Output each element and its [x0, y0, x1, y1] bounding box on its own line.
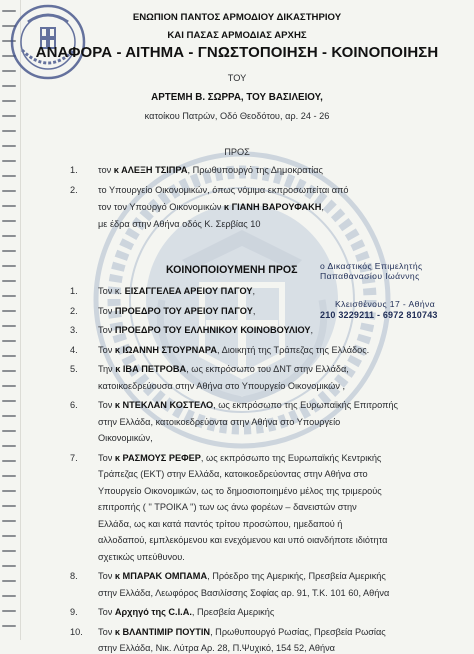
list-item-line: [98, 380, 345, 392]
binding-hole: [2, 310, 16, 312]
list-item-number: 1.: [70, 165, 78, 175]
list-item-line: [98, 432, 153, 444]
list-item-line: [98, 587, 389, 599]
recipient-name: κ ΜΠΑΡΑΚ ΟΜΠΑΜΑ: [114, 571, 208, 581]
binding-hole: [2, 430, 16, 432]
lawyer-stamp-name: Παπαθανασίου Ιωάννης: [320, 271, 420, 281]
binding-hole: [2, 400, 16, 402]
binding-hole: [2, 595, 16, 597]
recipient-text: ,: [321, 202, 324, 212]
list-item-line: [98, 468, 368, 480]
recipient-text: Τον: [98, 400, 115, 410]
list-item-number: 1.: [70, 286, 78, 296]
recipient-text: το Υπουργείο Οικονομικών, όπως νόμιμα εκπροσωπείται από: [98, 185, 349, 195]
list-item-line: [98, 570, 386, 582]
binding-hole: [2, 460, 16, 462]
list-item-number: 2.: [70, 185, 78, 195]
binding-hole: [2, 295, 16, 297]
list-item-number: 5.: [70, 364, 78, 374]
list-item-number: 2.: [70, 305, 78, 316]
list-item-line: [98, 452, 381, 464]
header-authority-line: ΚΑΙ ΠΑΣΑΣ ΑΡΜΟΔΙΑΣ ΑΡΧΗΣ: [167, 30, 307, 41]
recipient-text: τον τον Υπουργό Οικονομικών: [98, 202, 224, 212]
recipient-name: κ ΓΙΑΝΗ ΒΑΡΟΥΦΑΚΗ: [223, 202, 322, 212]
recipient-name: ΠΡΟΕΔΡΟ ΤΟΥ ΕΛΛΗΝΙΚΟΥ ΚΟΙΝΟΒΟΥΛΙΟΥ: [114, 325, 311, 335]
recipient-text: με έδρα στην Αθήνα οδός Κ. Σερβίας 10: [98, 219, 261, 229]
recipient-text: , Διοικητή της Τράπεζας της Ελλάδος.: [217, 344, 370, 355]
list-item-line: [98, 485, 382, 497]
binding-hole: [2, 340, 16, 342]
list-item-line: [98, 218, 260, 230]
binding-hole: [2, 520, 16, 522]
recipient-text: στην Ελλάδα, Λεωφόρος Βασιλίσσης Σοφίας αρ. 91, Τ.Κ. 101 60, Αθήνα: [98, 587, 390, 598]
recipient-name: κ ΙΒΑ ΠΕΤΡΟΒΑ: [115, 364, 187, 374]
binding-hole: [2, 250, 16, 252]
binding-hole: [2, 535, 16, 537]
recipient-text: Τον: [98, 626, 115, 637]
binding-hole: [2, 160, 16, 162]
binding-hole: [2, 85, 16, 87]
list-item-line: [98, 201, 324, 213]
recipient-text: Τον: [98, 344, 115, 355]
list-item-number: 9.: [70, 607, 78, 617]
recipient-text: Τον: [98, 305, 115, 316]
recipient-text: στην Ελλάδα, κατοικοεδρεύοντα στην Αθήνα στο Υπουργείο: [98, 416, 341, 427]
list-item-line: [98, 285, 255, 297]
recipient-text: στην Ελλάδα, Νικ. Λύτρα Αρ. 28, Π.Ψυχικό, 154 52, Αθήνα: [98, 643, 335, 653]
binding-hole: [2, 610, 16, 612]
koinopoioumeni-heading: ΚΟΙΝΟΠΟΙΟΥΜΕΝΗ ΠΡΟΣ: [166, 264, 298, 276]
binding-hole: [2, 490, 16, 492]
recipient-text: Την: [98, 364, 116, 374]
recipient-text: ,: [310, 325, 314, 335]
binding-hole: [2, 130, 16, 132]
recipient-text: Τον: [98, 571, 115, 581]
binding-hole: [2, 475, 16, 477]
recipient-text: τον: [98, 165, 114, 175]
recipient-text: , Πρωθυπουργό της Δημοκρατίας: [187, 165, 323, 175]
recipient-name: κ ΑΛΕΞΗ ΤΣΙΠΡΑ: [113, 165, 188, 175]
recipient-text: αλλοδαπού, εμπλεκόμενου και ενεχόμενου και υπό οιανδήποτε ιδιότητα: [98, 535, 388, 545]
recipient-name: ΕΙΣΑΓΓΕΛΕΑ ΑΡΕΙΟΥ ΠΑΓΟΥ: [124, 286, 253, 296]
binding-hole: [2, 175, 16, 177]
binding-hole: [2, 625, 16, 627]
binding-hole: [2, 265, 16, 267]
list-item-line: [98, 626, 386, 638]
binding-hole: [2, 445, 16, 447]
author-name: ΑΡΤΕΜΗ Β. ΣΩΡΡΑ, ΤΟΥ ΒΑΣΙΛΕΙΟΥ,: [151, 92, 323, 103]
recipient-text: Τον κ.: [98, 286, 125, 296]
list-item-line: [98, 305, 255, 317]
binding-hole: [2, 550, 16, 552]
recipient-name: κ ΒΛΑΝΤΙΜΙΡ ΠΟΥΤΙΝ: [114, 626, 211, 637]
recipient-text: Υπουργείο Οικονομικών, ως το δημοσιοποιημένο μέλος της τριμερούς: [98, 485, 382, 496]
list-item-line: [98, 324, 313, 336]
lawyer-stamp-address: Κλεισθένους 17 - Αθήνα: [335, 299, 436, 309]
list-item-line: [98, 534, 387, 546]
recipient-text: σχετικώς υπεύθυνου.: [98, 551, 185, 562]
recipient-text: , ως εκπρόσωπο της Ευρωπαϊκής Κεντρικής: [200, 452, 382, 463]
recipient-name: κ ΡΑΣΜΟΥΣ ΡΕΦΕΡ: [114, 452, 201, 463]
recipient-text: επιτροπής ( '' ΤΡΟΙΚΑ '') των ως άνω φορέων – δανειστών στην: [98, 502, 357, 512]
list-item-line: [98, 363, 349, 375]
list-item-number: 3.: [70, 325, 78, 335]
recipient-text: Τράπεζας (ΕΚΤ) στην Ελλάδα, κατοικοεδρεύοντας στην Αθήνα στο: [98, 469, 368, 479]
list-item-line: [98, 164, 323, 176]
binding-hole: [2, 505, 16, 507]
document-title: ΑΝΑΦΟΡΑ - ΑΙΤΗΜΑ - ΓΝΩΣΤΟΠΟΙΗΣΗ - ΚΟΙΝΟΠΟΙΗΣΗ: [35, 44, 439, 61]
recipient-text: Τον: [98, 325, 115, 335]
recipient-text: , Πρωθυπουργό Ρωσίας, Πρεσβεία Ρωσίας: [210, 626, 386, 637]
recipient-name: κ ΝΤΕΚΛΑΝ ΚΟΣΤΕΛΟ: [114, 400, 214, 410]
recipient-text: , Πρόεδρο της Αμερικής, Πρεσβεία Αμερικής: [207, 571, 386, 581]
recipient-name: κ ΙΩΑΝΝΗ ΣΤΟΥΡΝΑΡΑ: [114, 344, 218, 355]
recipient-text: Τον: [98, 452, 115, 463]
list-item-number: 6.: [70, 400, 78, 410]
pros-heading: ΠΡΟΣ: [224, 147, 250, 157]
recipient-text: ,: [252, 305, 256, 316]
list-item-number: 4.: [70, 344, 78, 355]
lawyer-stamp-phone: 210 3229211 - 6972 810743: [320, 310, 438, 320]
recipient-text: , ως εκπρόσωπο του ΔΝΤ στην Ελλάδα,: [186, 364, 349, 374]
header-tou: ΤΟΥ: [227, 73, 247, 83]
author-residence: κατοίκου Πατρών, Οδό Θεοδότου, αρ. 24 - 26: [144, 111, 330, 121]
list-item-line: [98, 518, 342, 530]
binding-hole: [2, 235, 16, 237]
binding-hole: [2, 370, 16, 372]
list-item-number: 10.: [70, 626, 83, 637]
recipient-text: Τον: [98, 607, 115, 617]
list-item-number: 7.: [70, 452, 78, 463]
binding-hole: [2, 385, 16, 387]
recipient-text: , Πρεσβεία Αμερικής: [191, 607, 275, 617]
recipient-text: , ως εκπρόσωπο της Ευρωπαϊκής Επιτροπής: [213, 400, 398, 410]
list-item-line: [98, 551, 185, 563]
lawyer-stamp-title: ο Δικαστικός Επιμελητής: [320, 261, 423, 271]
binding-hole: [2, 205, 16, 207]
list-item-line: [98, 606, 274, 618]
binding-hole: [2, 190, 16, 192]
list-item-line: [98, 501, 357, 513]
recipient-text: κατοικοεδρεύουσα στην Αθήνα στο Υπουργείο Οικονομικών ,: [98, 380, 346, 391]
list-item-line: [98, 184, 349, 196]
binding-hole: [2, 355, 16, 357]
binding-hole: [2, 580, 16, 582]
recipient-name: Αρχηγό της C.I.A.: [114, 607, 192, 617]
binding-hole: [2, 325, 16, 327]
binding-hole: [2, 280, 16, 282]
binding-hole: [2, 565, 16, 567]
binding-hole: [2, 220, 16, 222]
list-item-number: 8.: [70, 571, 78, 581]
recipient-text: Ελλάδα, ως και κατά παντός τρίτου προσώπου, ημεδαπού ή: [98, 518, 343, 529]
recipient-text: Οικονομικών,: [98, 433, 153, 443]
header-court-line: ΕΝΩΠΙΟΝ ΠΑΝΤΟΣ ΑΡΜΟΔΙΟΥ ΔΙΚΑΣΤΗΡΙΟΥ: [132, 12, 342, 23]
binding-hole: [2, 415, 16, 417]
list-item-line: [98, 399, 398, 411]
list-item-line: [98, 416, 340, 428]
list-item-line: [98, 642, 335, 654]
recipient-text: ,: [252, 286, 256, 296]
recipient-name: ΠΡΟΕΔΡΟ ΤΟΥ ΑΡΕΙΟΥ ΠΑΓΟΥ: [114, 305, 253, 316]
list-item-line: [98, 344, 369, 356]
